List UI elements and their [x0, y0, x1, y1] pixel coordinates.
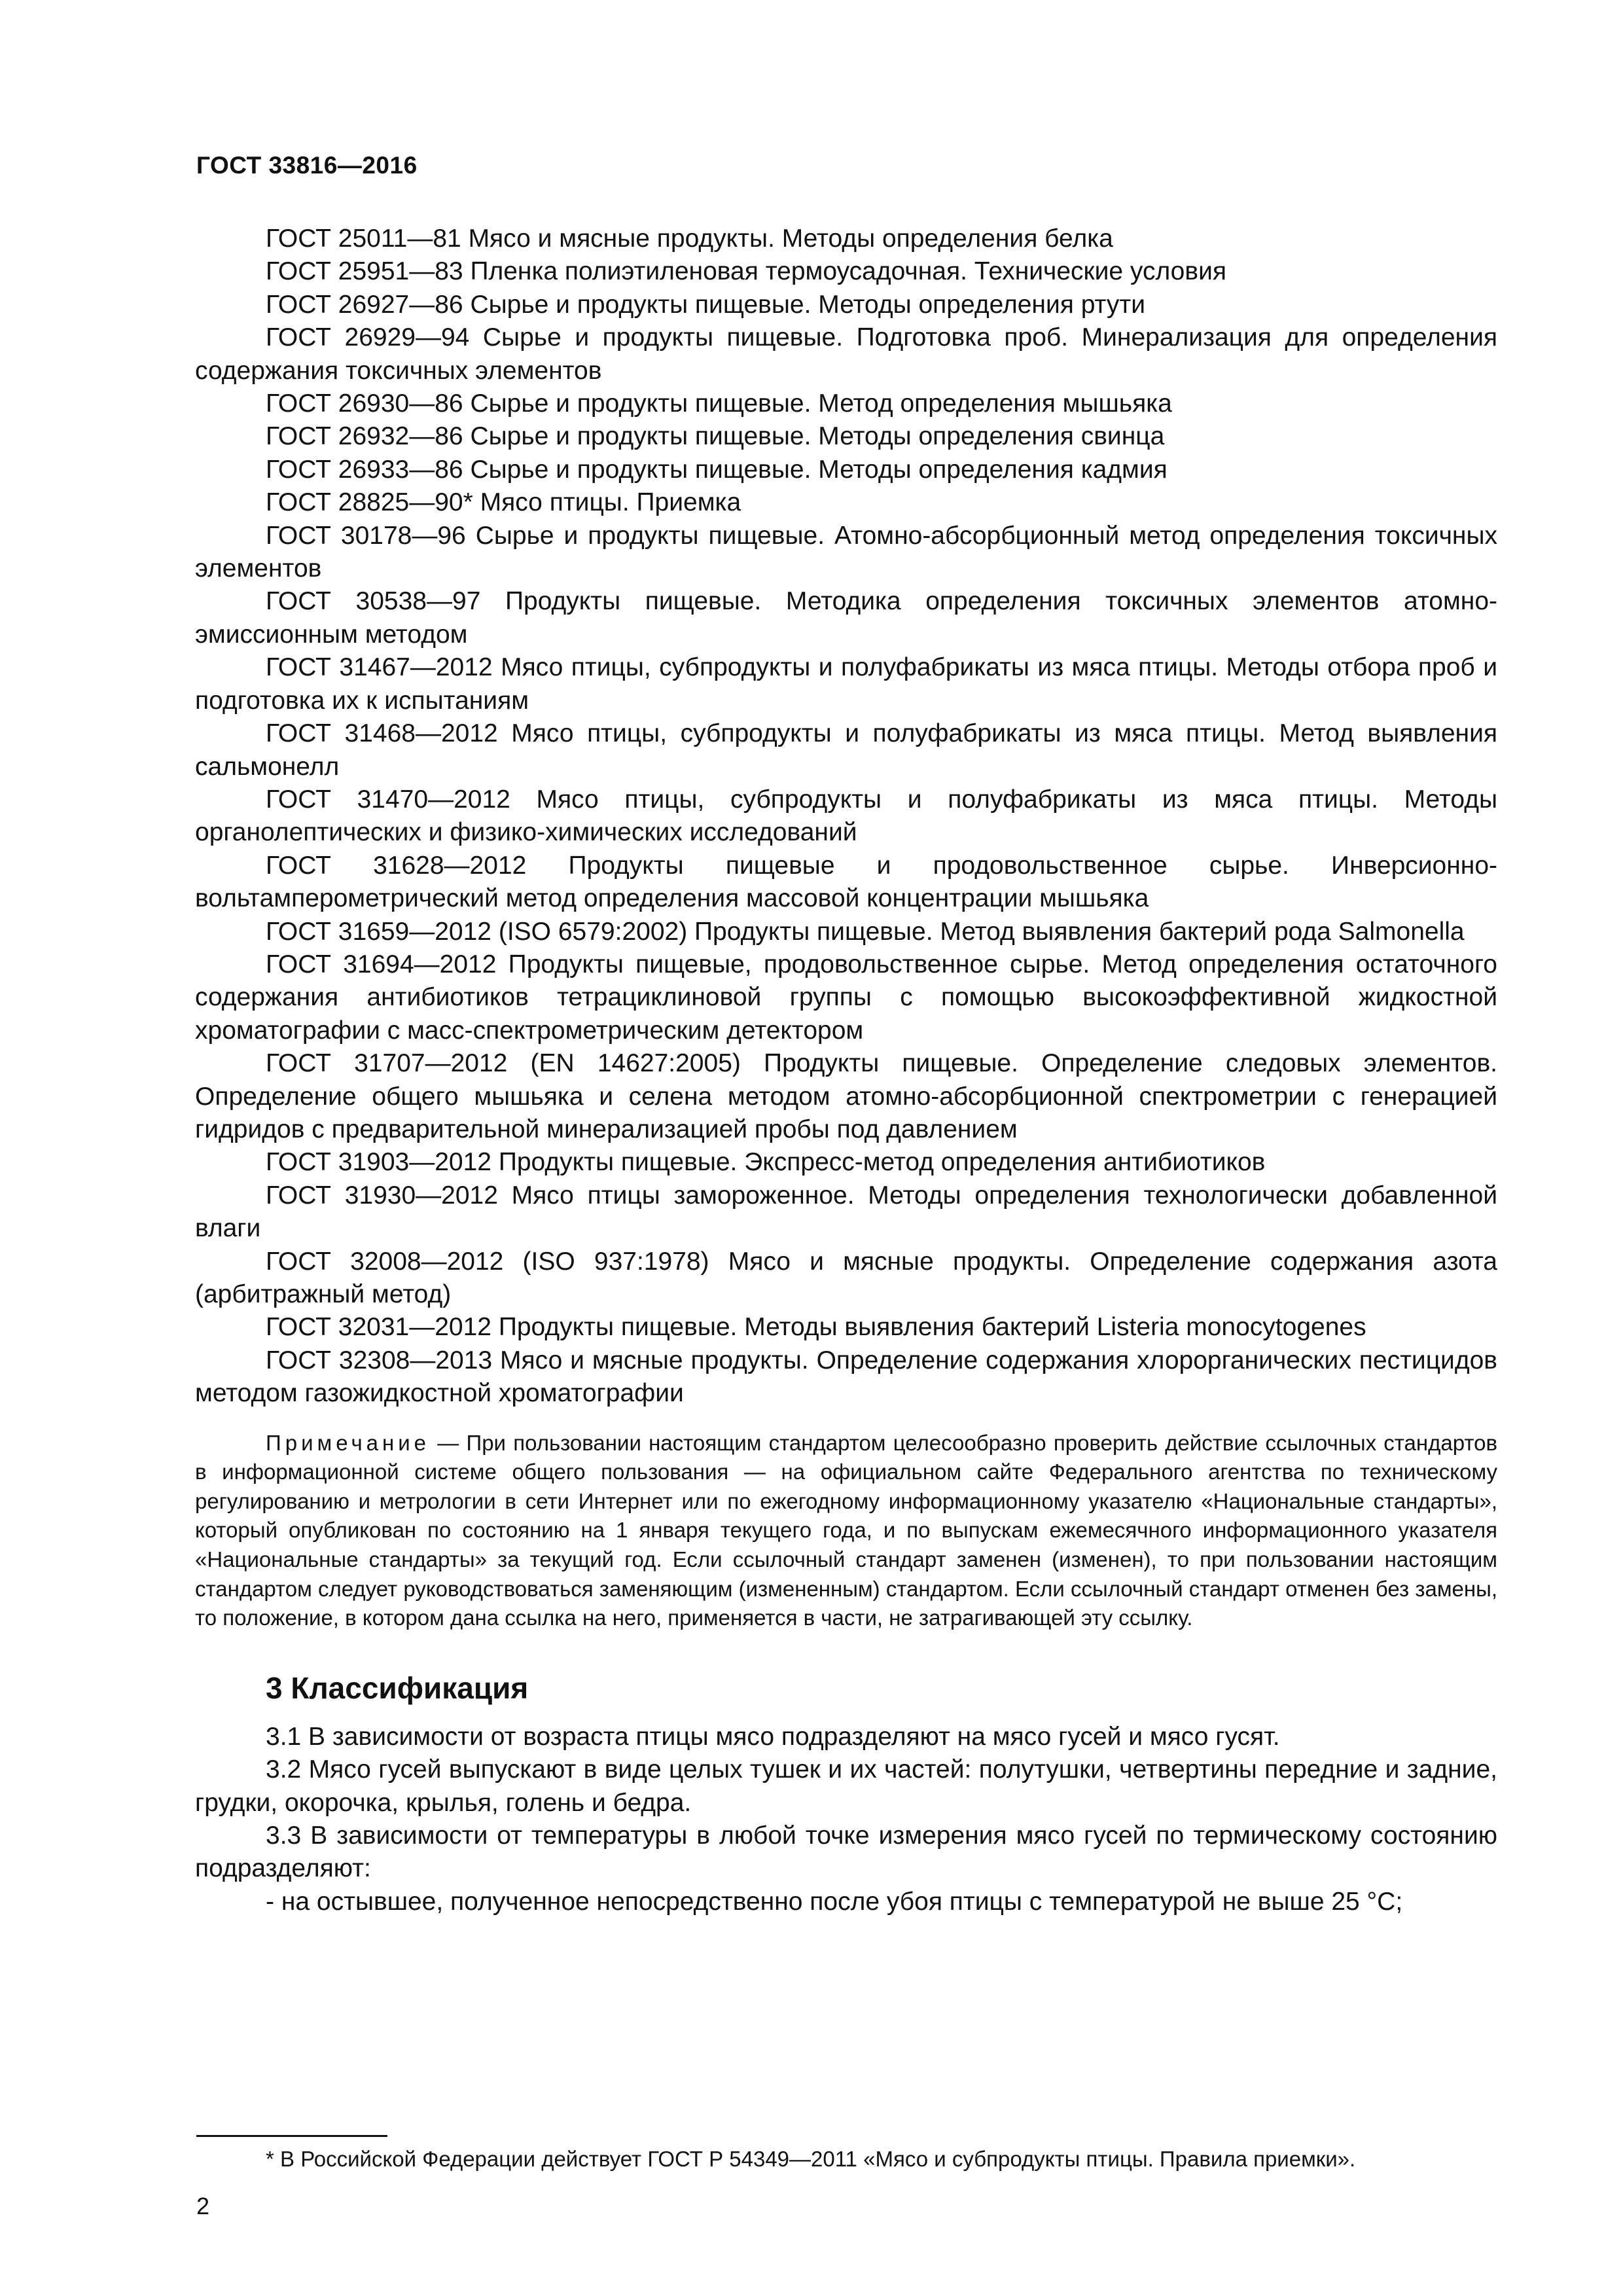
reference-item: ГОСТ 31694—2012 Продукты пищевые, продовольственное сырье. Метод определения остаточного содержания антибиотиков тетрациклиновой группы с помощью высокоэффективной жидкостной хроматографии с масс-спектрометрическим детектором — [195, 950, 1497, 1045]
reference-item: ГОСТ 25011—81 Мясо и мясные продукты. Методы определения белка — [266, 224, 1113, 253]
reference-item: ГОСТ 26927—86 Сырье и продукты пищевые. Методы определения ртути — [266, 290, 1145, 319]
reference-item: ГОСТ 31470—2012 Мясо птицы, субпродукты и полуфабрикаты из мяса птицы. Методы органолептических и физико-химических исследований — [195, 785, 1497, 847]
reference-item: ГОСТ 30538—97 Продукты пищевые. Методика определения токсичных элементов атомно-эмиссионным методом — [195, 587, 1497, 649]
section-paragraph: 3.3 В зависимости от температуры в любой точке измерения мясо гусей по термическому состоянию подразделяют: — [195, 1821, 1497, 1883]
section-paragraph: 3.1 В зависимости от возраста птицы мясо подразделяют на мясо гусей и мясо гусят. — [266, 1722, 1280, 1751]
reference-item: ГОСТ 25951—83 Пленка полиэтиленовая термоусадочная. Технические условия — [266, 257, 1226, 286]
reference-item: ГОСТ 31628—2012 Продукты пищевые и продовольственное сырье. Инверсионно-вольтамперометрический метод определения массовой концентрации мышьяка — [195, 851, 1497, 913]
note-label: Примечание — [266, 1430, 431, 1455]
reference-item: ГОСТ 26929—94 Сырье и продукты пищевые. Подготовка проб. Минерализация для определения содержания токсичных элементов — [195, 323, 1497, 385]
reference-item: ГОСТ 31467—2012 Мясо птицы, субпродукты и полуфабрикаты из мяса птицы. Методы отбора проб и подготовка их к испытаниям — [195, 653, 1497, 715]
normative-references-list — [195, 223, 1497, 1410]
reference-item: ГОСТ 31659—2012 (ISO 6579:2002) Продукты пищевые. Метод выявления бактерий рода Salmonella — [266, 917, 1465, 946]
reference-item: ГОСТ 26933—86 Сырье и продукты пищевые. Методы определения кадмия — [266, 455, 1168, 484]
document-header: ГОСТ 33816—2016 — [196, 152, 418, 179]
footnote-divider — [196, 2135, 387, 2137]
reference-item: ГОСТ 31468—2012 Мясо птицы, субпродукты и полуфабрикаты из мяса птицы. Метод выявления сальмонелл — [195, 719, 1497, 781]
references-note — [195, 1429, 1497, 1633]
section-title: 3 Классификация — [266, 1670, 529, 1705]
reference-item: ГОСТ 32308—2013 Мясо и мясные продукты. Определение содержания хлорорганических пестицидов методом газожидкостной хроматографии — [195, 1346, 1497, 1408]
reference-item: ГОСТ 32031—2012 Продукты пищевые. Методы выявления бактерий Listeria monocytogenes — [266, 1313, 1366, 1342]
reference-item: ГОСТ 31903—2012 Продукты пищевые. Экспресс-метод определения антибиотиков — [266, 1148, 1266, 1177]
reference-item: ГОСТ 32008—2012 (ISO 937:1978) Мясо и мясные продукты. Определение содержания азота (арбитражный метод) — [195, 1247, 1497, 1308]
reference-item: ГОСТ 30178—96 Сырье и продукты пищевые. Атомно-абсорбционный метод определения токсичных элементов — [195, 521, 1497, 583]
note-text: — При пользовании настоящим стандартом целесообразно проверить действие ссылочных стандартов в информационной системе общего пользования — на официальном сайте Федерального агентства по техническому регулированию и метрологии в сети Интернет или по ежегодному информационному указателю «Национальные стандарты», который опубликован по состоянию на 1 января текущего года, и по выпускам ежемесячного информационного указателя «Национальные стандарты» за текущий год. Если ссылочный стандарт заменен (изменен), то при пользовании настоящим стандартом следует руководствоваться заменяющим (измененным) стандартом. Если ссылочный стандарт отменен без замены, то положение, в котором дана ссылка на него, применяется в части, не затрагивающей эту ссылку. — [195, 1430, 1497, 1630]
section-paragraph: 3.2 Мясо гусей выпускают в виде целых тушек и их частей: полутушки, четвертины передние и задние, грудки, окорочка, крылья, голень и бедра. — [195, 1755, 1497, 1817]
reference-item: ГОСТ 31707—2012 (EN 14627:2005) Продукты пищевые. Определение следовых элементов. Определение общего мышьяка и селена методом атомно-абсорбционной спектрометрии с генерацией гидридов с предварительной минерализацией пробы под давлением — [195, 1049, 1497, 1143]
page-number: 2 — [196, 2193, 210, 2219]
reference-item: ГОСТ 28825—90* Мясо птицы. Приемка — [266, 488, 741, 517]
section-body — [195, 1721, 1497, 1918]
footnote: * В Российской Федерации действует ГОСТ Р 54349—2011 «Мясо и субпродукты птицы. Правила приемки». — [266, 2147, 1356, 2171]
reference-item: ГОСТ 31930—2012 Мясо птицы замороженное. Методы определения технологически добавленной влаги — [195, 1181, 1497, 1243]
reference-item: ГОСТ 26930—86 Сырье и продукты пищевые. Метод определения мышьяка — [266, 389, 1172, 418]
section-paragraph: - на остывшее, полученное непосредственно после убоя птицы с температурой не выше 25 °С; — [266, 1887, 1403, 1916]
page-content — [195, 223, 1497, 1918]
reference-item: ГОСТ 26932—86 Сырье и продукты пищевые. Методы определения свинца — [266, 422, 1165, 451]
